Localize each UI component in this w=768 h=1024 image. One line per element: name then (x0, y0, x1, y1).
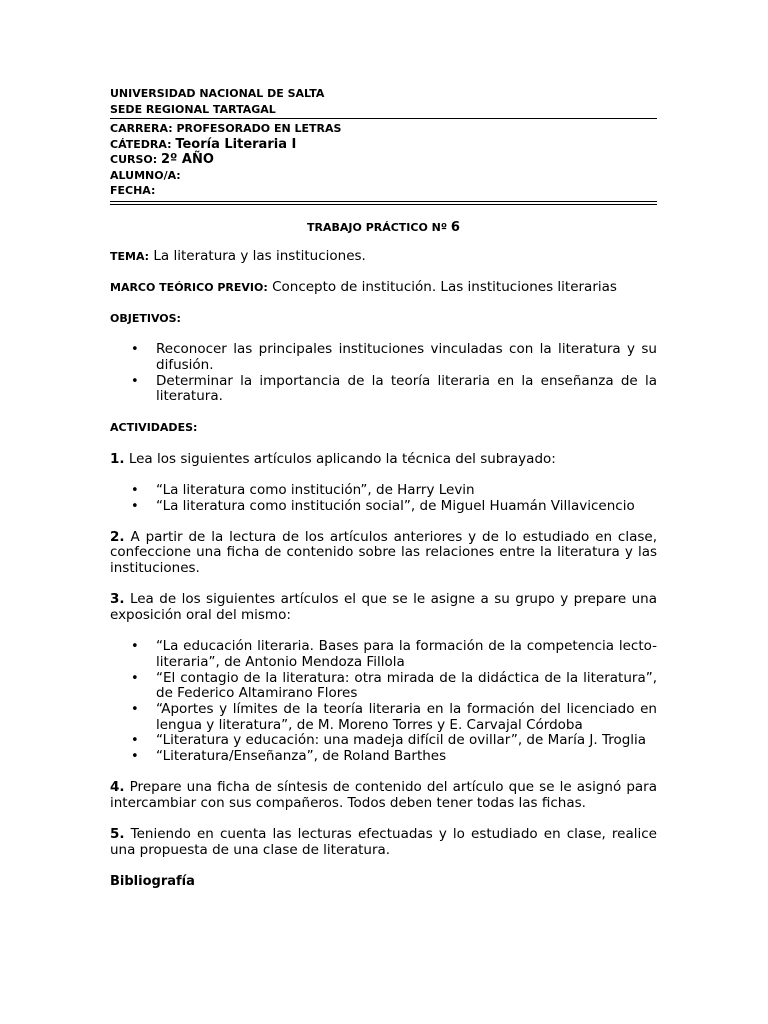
actividad-text: Lea de los siguientes artículos el que se le asigne a su grupo y prepare una exposición oral del mismo: (110, 591, 657, 624)
bullet-icon: • (131, 482, 139, 498)
article-text: “La literatura como institución social”, de Miguel Huamán Villavicencio (156, 497, 635, 514)
curso-value: 2º AÑO (161, 152, 214, 167)
actividad-3-list (110, 639, 657, 765)
objetivos-heading (110, 311, 657, 327)
carrera-label: CARRERA: (110, 122, 173, 135)
article-text: “Literatura/Enseñanza”, de Roland Barthes (156, 748, 447, 765)
page-title (110, 220, 657, 235)
bullet-icon: • (131, 749, 139, 765)
bullet-icon: • (131, 498, 139, 514)
bullet-icon: • (131, 702, 139, 718)
bullet-icon: • (131, 670, 139, 686)
title-number: 6 (450, 219, 460, 235)
actividad-number: 3. (110, 591, 125, 608)
bullet-icon: • (131, 373, 139, 389)
university-name: UNIVERSIDAD NACIONAL DE SALTA (110, 87, 325, 100)
tema-value: La literatura y las instituciones. (153, 247, 366, 264)
tema-line (110, 249, 657, 265)
list-item (110, 702, 657, 733)
actividad-1-list (110, 483, 657, 514)
list-item (110, 639, 657, 670)
fecha-line (110, 183, 657, 199)
objetivo-text: Reconocer las principales instituciones vinculadas con la literatura y su difusión. (156, 341, 657, 373)
carrera-line (110, 121, 657, 137)
alumno-line (110, 168, 657, 184)
actividad-number: 4. (110, 779, 125, 796)
curso-line (110, 152, 657, 168)
marco-label: MARCO TEÓRICO PREVIO: (110, 280, 268, 294)
bibliografia-label: Bibliografía (110, 874, 195, 890)
actividad-text: A partir de la lectura de los artículos anteriores y de lo estudiado en clase, confeccione una ficha de contenido sobre las relaciones entre la literatura y las instituciones. (110, 528, 657, 577)
alumno-label: ALUMNO/A: (110, 168, 181, 182)
actividad-text: Prepare una ficha de síntesis de contenido del artículo que se le asignó para intercambiar con sus compañeros. Todos deben tener todas las fichas. (110, 779, 658, 812)
objetivos-list (110, 342, 657, 405)
bullet-icon: • (131, 733, 139, 749)
list-item (110, 733, 657, 749)
objetivo-text: Determinar la importancia de la teoría literaria en la enseñanza de la literatura. (156, 372, 657, 405)
article-text: “La literatura como institución”, de Harry Levin (156, 481, 475, 498)
curso-label: CURSO: (110, 153, 158, 166)
tema-label: TEMA: (110, 249, 150, 263)
actividad-5 (110, 827, 657, 858)
actividad-4 (110, 780, 657, 811)
actividad-2 (110, 530, 657, 577)
list-item (110, 342, 657, 373)
sede-name: SEDE REGIONAL TARTAGAL (110, 102, 276, 116)
catedra-value: Teoría Literaria I (175, 136, 297, 152)
header-rule (110, 118, 657, 119)
bullet-icon: • (131, 342, 139, 358)
header-double-rule (110, 201, 657, 205)
article-text: “Literatura y educación: una madeja difícil de ovillar”, de María J. Troglia (156, 732, 647, 749)
list-item (110, 374, 657, 405)
actividad-number: 5. (110, 826, 125, 843)
title-text: TRABAJO PRÁCTICO Nº (307, 220, 448, 234)
catedra-line (110, 137, 657, 153)
actividad-1 (110, 452, 657, 468)
bibliografia-heading (110, 874, 657, 890)
actividades-label: ACTIVIDADES: (110, 421, 198, 435)
article-text: “El contagio de la literatura: otra mirada de la didáctica de la literatura”, de Federico Altamirano Flores (156, 669, 657, 702)
document-page (110, 86, 657, 890)
marco-value: Concepto de institución. Las instituciones literarias (272, 278, 617, 295)
fecha-label: FECHA: (110, 184, 156, 197)
bullet-icon: • (131, 639, 139, 655)
actividad-number: 2. (110, 528, 125, 545)
actividad-3 (110, 592, 657, 623)
list-item (110, 499, 657, 515)
list-item (110, 483, 657, 499)
marco-line (110, 280, 657, 296)
carrera-value: PROFESORADO EN LETRAS (176, 122, 342, 135)
article-text: “La educación literaria. Bases para la formación de la competencia lecto-literaria”, de Antonio Mendoza Fillola (156, 638, 657, 670)
article-text: “Aportes y límites de la teoría literaria en la formación del licenciado en lengua y literatura”, de M. Moreno Torres y E. Carvajal Córdoba (156, 701, 657, 733)
list-item (110, 749, 657, 765)
list-item (110, 671, 657, 702)
catedra-label: CÁTEDRA: (110, 137, 172, 151)
objetivos-label: OBJETIVOS: (110, 311, 181, 325)
actividad-number: 1. (110, 450, 125, 467)
actividades-heading (110, 420, 657, 436)
actividad-text: Teniendo en cuenta las lecturas efectuadas y lo estudiado en clase, realice una propuesta de una clase de literatura. (110, 826, 657, 858)
actividad-text: Lea los siguientes artículos aplicando la técnica del subrayado: (128, 450, 556, 467)
